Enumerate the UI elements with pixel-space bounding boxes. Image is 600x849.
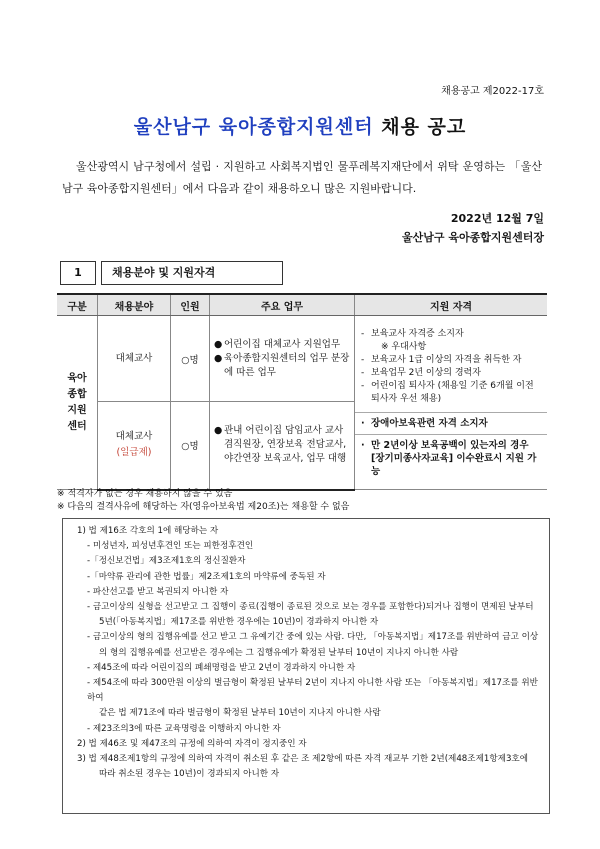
qual-item: - 보육교사 자격증 소지자 bbox=[361, 328, 464, 339]
duties-cell bbox=[210, 402, 355, 490]
title-org: 울산남구 육아종합지원센터 bbox=[133, 116, 374, 138]
disqualification-line: 2) 법 제46조 및 제47조의 규정에 의하여 자격이 정지중인 자 bbox=[77, 738, 307, 749]
table-row bbox=[57, 316, 547, 402]
duties-cell bbox=[210, 316, 355, 402]
qual-item: - 보육업무 2년 이상의 경력자 bbox=[361, 367, 481, 378]
recruitment-table bbox=[57, 293, 547, 491]
count-cell: ○명 bbox=[171, 402, 210, 490]
disqualification-line: 의 형의 집행유예를 선고받은 경우에는 그 집행유예가 확정된 날부터 10년이 지나지 아니한 사람 bbox=[99, 647, 459, 658]
disqualification-line: - 제23조의3에 따른 교육명령을 이행하지 아니한 자 bbox=[87, 723, 281, 734]
disqualification-line: - 미성년자, 피성년후견인 또는 피한정후견인 bbox=[87, 541, 254, 552]
notice-date: 2022년 12월 7일 bbox=[450, 212, 544, 225]
table-header-row bbox=[57, 294, 547, 316]
disqualification-line: 3) 법 제48조제1항의 규정에 의하여 자격이 취소된 후 같은 조 제2항에 따른 자격 재교부 기한 2년(제48조제1항제3호에 bbox=[77, 754, 529, 765]
qual-item: - 어린이집 퇴사자 (채용일 기준 6개월 이전 퇴사자 우선 채용) bbox=[361, 380, 534, 404]
category-cell bbox=[57, 316, 98, 490]
disqualification-line: 1) 법 제16조 각호의 1에 해당하는 자 bbox=[77, 526, 219, 536]
field-label: 대체교사 bbox=[115, 352, 153, 364]
notes bbox=[57, 488, 349, 514]
disqualification-box bbox=[62, 518, 550, 814]
qual-note: ※ 우대사항 bbox=[381, 341, 427, 352]
field-cell bbox=[98, 316, 171, 402]
page-title bbox=[0, 112, 600, 139]
disqualification-line: -「정신보건법」제3조제1호의 정신질환자 bbox=[87, 556, 246, 567]
disqualification-line: - 제45조에 따라 어린이집의 폐쇄명령을 받고 2년이 경과하지 아니한 자 bbox=[87, 662, 356, 673]
count-cell: ○명 bbox=[171, 316, 210, 402]
duty-item: ● 육아종합지원센터의 업무 분장에 따른 업무 bbox=[214, 352, 350, 378]
duty-item: ● 관내 어린이집 담임교사 교사겸직원장, 연장보육 전담교사, 야간연장 보육교사, 업무 대행 bbox=[214, 425, 347, 465]
note-line: ※ 다음의 결격사유에 해당하는 자(영유아보육법 제20조)는 채용할 수 없음 bbox=[57, 502, 350, 512]
category-label: 육아 종합 지원 센터 bbox=[67, 372, 87, 432]
field-sub-label: (일급제) bbox=[116, 447, 152, 459]
section-label: 채용분야 및 지원자격 bbox=[101, 261, 283, 285]
document-number: 채용공고 제2022-17호 bbox=[441, 86, 544, 97]
qual-item: - 보육교사 1급 이상의 자격을 취득한 자 bbox=[361, 354, 522, 365]
qual-item: · 만 2년이상 보육공백이 있는자의 경우 [장기미종사자교육] 이수완료시 지원 가능 bbox=[361, 439, 537, 477]
qual-item: · 장애아보육관련 자격 소지자 bbox=[361, 417, 488, 429]
section-number: 1 bbox=[60, 261, 96, 285]
header-field: 채용분야 bbox=[98, 294, 171, 316]
header-category: 구분 bbox=[57, 294, 98, 316]
disqualification-line: 5년(「아동복지법」제17조를 위반한 경우에는 10년)이 경과하지 아니한 자 bbox=[99, 617, 379, 628]
qualifications-cell bbox=[355, 316, 548, 490]
field-label: 대체교사 bbox=[115, 431, 153, 443]
header-count: 인원 bbox=[171, 294, 210, 316]
section-heading bbox=[60, 261, 283, 285]
disqualification-line: 따라 취소된 경우는 10년)이 경과되지 아니한 자 bbox=[99, 769, 280, 780]
header-qualifications: 지원 자격 bbox=[355, 294, 548, 316]
disqualification-line: - 제54조에 따라 300만원 이상의 벌금형이 확정된 날부터 2년이 지나지 아니한 사람 또는 「아동복지법」제17조를 위반하여 bbox=[87, 678, 538, 704]
header-duties: 주요 업무 bbox=[210, 294, 355, 316]
disqualification-line: 같은 법 제71조에 따라 벌금형이 확정된 날부터 10년이 지나지 아니한 사람 bbox=[99, 708, 381, 719]
title-notice: 채용 공고 bbox=[381, 116, 467, 138]
note-line: ※ 적격자가 없는 경우 채용하지 않을 수 있음 bbox=[57, 489, 233, 499]
disqualification-line: - 파산선고를 받고 복권되지 아니한 자 bbox=[87, 586, 229, 597]
field-cell bbox=[98, 402, 171, 490]
issuer: 울산남구 육아종합지원센터장 bbox=[402, 231, 544, 244]
disqualification-line: - 금고이상의 형의 집행유예를 선고 받고 그 유예기간 중에 있는 사람. 다만, 「아동복지법」제17조를 위반하여 금고 이상 bbox=[87, 632, 539, 643]
intro-paragraph: 울산광역시 남구청에서 설립 · 지원하고 사회복지법인 물푸레복지재단에서 위탁 운영하는 「울산남구 육아종합지원센터」에서 다음과 같이 채용하오니 많은 지원바랍니다. bbox=[62, 160, 542, 195]
disqualification-line: -「마약류 관리에 관한 법률」제2조제1호의 마약류에 중독된 자 bbox=[87, 571, 326, 582]
disqualification-line: - 금고이상의 실형을 선고받고 그 집행이 종료(집행이 종료된 것으로 보는 경우를 포함한다)되거나 집행이 면제된 날부터 bbox=[87, 602, 534, 613]
duty-item: ● 어린이집 대체교사 지원업무 bbox=[214, 338, 341, 350]
